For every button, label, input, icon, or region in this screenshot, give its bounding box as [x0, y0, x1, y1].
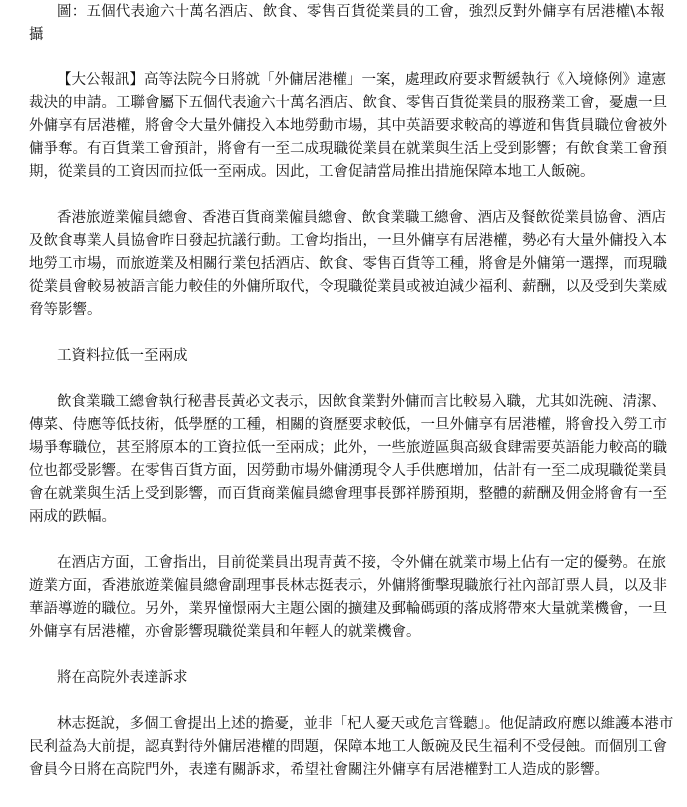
spacer [29, 368, 679, 391]
article-paragraph: 【大公報訊】高等法院今日將就「外傭居港權」一案，處理政府要求暫緩執行《入境條例》違憲裁決的申請。工聯會屬下五個代表逾六十萬名酒店、飲食、零售百貨從業員的服務業工會，憂慮一旦外傭享有居港權，將會令大量外傭投入本地勞動市場，其中英語要求較高的導遊和售貨員職位會被外傭爭奪。有百貨業工會預計，將會有一至二成現職從業員在就業與生活上受到影響；有飲食業工會預期，從業員的工資因而拉低一至兩成。因此，工會促請當局推出措施保障本地工人飯碗。 [29, 72, 667, 180]
news-article [29, 0, 679, 782]
article-paragraph: 在酒店方面，工會指出，目前從業員出現青黃不接，令外傭在就業市場上佔有一定的優勢。在旅遊業方面，香港旅遊業僱員總會副理事長林志挺表示，外傭將衝擊現職旅行社內部訂票人員，以及非華語導遊的職位。另外，業界憧憬兩大主題公園的擴建及郵輪碼頭的落成將帶來大量就業機會，一旦外傭享有居港權，亦會影響現職從業員和年輕人的就業機會。 [29, 555, 667, 640]
spacer [29, 690, 679, 713]
section-heading: 將在高院外表達訴求 [57, 670, 188, 686]
article-paragraph: 林志挺說，多個工會提出上述的擔憂，並非「杞人憂天或危言聳聽」。他促請政府應以維護本港市民利益為大前提，認真對待外傭居港權的問題，保障本地工人飯碗及民生福利不受侵蝕。而個別工會會員今日將在高院門外，表達有關訴求，希望社會關注外傭享有居港權對工人造成的影響。 [29, 716, 674, 778]
spacer [29, 322, 679, 345]
spacer [29, 529, 679, 552]
section-heading: 工資料拉低一至兩成 [57, 348, 188, 364]
spacer [29, 184, 679, 207]
photo-caption: 圖：五個代表逾六十萬名酒店、飲食、零售百貨從業員的工會，強烈反對外傭享有居港權\本報攝 [29, 4, 665, 43]
article-paragraph: 香港旅遊業僱員總會、香港百貨商業僱員總會、飲食業職工總會、酒店及餐飲從業員協會、酒店及飲食專業人員協會昨日發起抗議行動。工會均指出，一旦外傭享有居港權，勢必有大量外傭投入本地勞工市場，而旅遊業及相關行業包括酒店、飲食、零售百貨等工種，將會是外傭第一選擇，而現職從業員會較易被語言能力較佳的外傭所取代，令現職從業員或被迫減少福利、薪酬，以及受到失業威脅等影響。 [29, 210, 667, 318]
spacer [29, 644, 679, 667]
spacer [29, 47, 679, 69]
article-paragraph: 飲食業職工總會執行秘書長黃必文表示，因飲食業對外傭而言比較易入職，尤其如洗碗、清潔、傳菜、侍應等低技術，低學歷的工種，相關的資歷要求較低，一旦外傭享有居港權，將會投入勞工市場爭奪職位，甚至將原本的工資拉低一至兩成；此外，一些旅遊區與高級食肆需要英語能力較高的職位也都受影響。在零售百貨方面，因勞動市場外傭湧現令人手供應增加，估計有一至二成現職從業員會在就業與生活上受到影響，而百貨商業僱員總會理事長鄧祥勝預期，整體的薪酬及佣金將會有一至兩成的跌幅。 [29, 394, 667, 525]
